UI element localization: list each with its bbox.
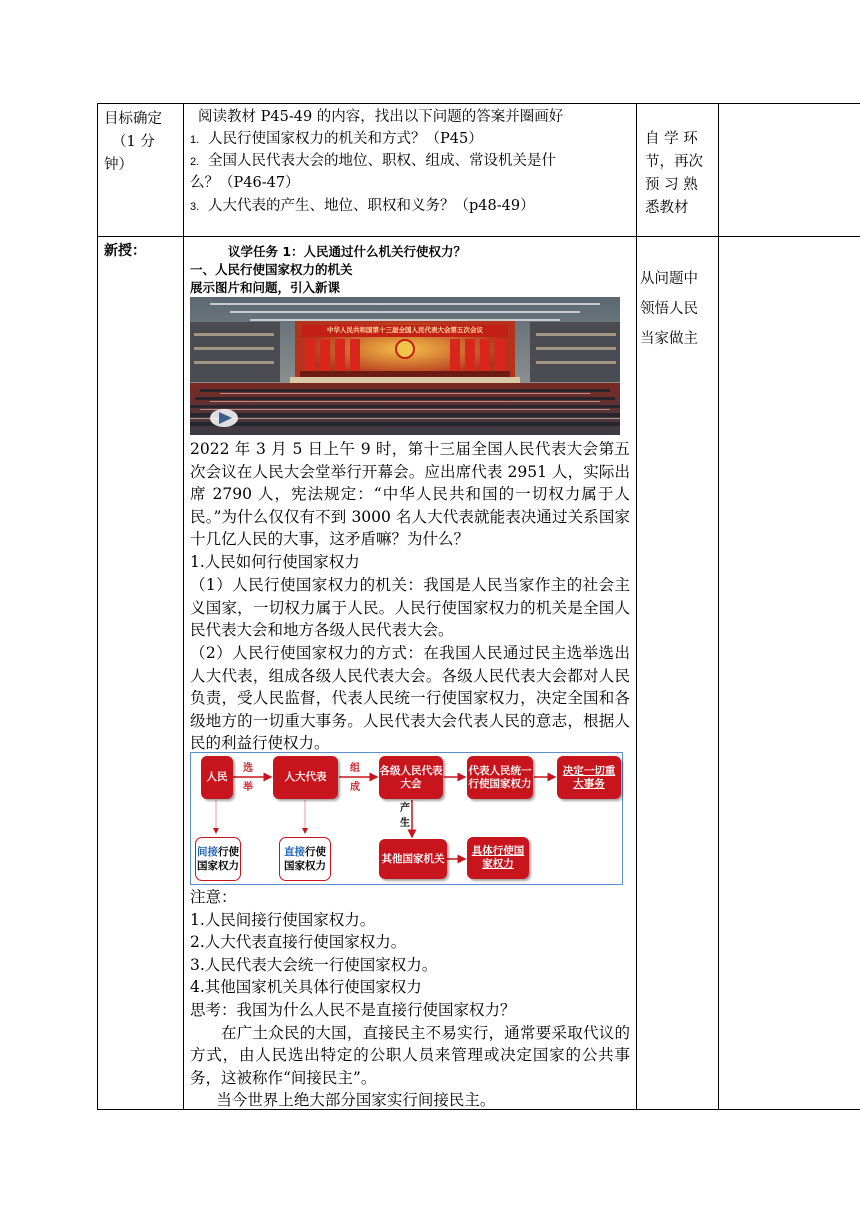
section-heading-text: 一、人民行使国家权力的机关 bbox=[190, 262, 353, 277]
goal-intro-text: 阅读教材 P45-49 的内容，找出以下问题的答案并圈画好 bbox=[198, 109, 564, 125]
goal-note-line4: 悉教材 bbox=[645, 200, 689, 216]
new-lesson-label-text: 新授： bbox=[104, 243, 146, 259]
box-specific-line2: 家权力 bbox=[482, 858, 514, 870]
box-indirect-emph: 间接 bbox=[197, 846, 218, 858]
label-form-1: 组 bbox=[350, 763, 360, 774]
box-other-organs bbox=[379, 839, 447, 879]
think-question: 思考：我国为什么人民不是直接行使国家权力？ bbox=[190, 1000, 516, 1019]
box-unified bbox=[467, 756, 533, 799]
power-flow-diagram bbox=[190, 752, 623, 885]
label-elect bbox=[242, 763, 254, 793]
question-2-text-b: 么？（P46-47） bbox=[190, 175, 300, 191]
question-3 bbox=[190, 196, 630, 218]
notes-block bbox=[190, 886, 630, 1112]
box-unified-line2: 行使国家权力 bbox=[468, 777, 532, 790]
note-item-3: 3.人民代表大会统一行使国家权力。 bbox=[190, 955, 438, 974]
goal-label bbox=[104, 108, 178, 177]
organ-paragraph-text: （1）人民行使国家权力的机关：我国是人民当家作主的社会主义国家，一切权力属于人民。人民行使国家权力的机关是全国人民代表大会和地方各级人民代表大会。 bbox=[190, 576, 630, 640]
table-border-left bbox=[97, 103, 98, 1110]
note-item-4: 4.其他国家机关具体行使国家权力 bbox=[190, 978, 422, 997]
table-col-divider-1 bbox=[183, 103, 184, 1110]
question-2-cont bbox=[190, 173, 630, 194]
box-direct-emph: 直接 bbox=[284, 846, 305, 858]
table-border-top bbox=[97, 103, 860, 104]
play-icon bbox=[210, 409, 238, 427]
lesson-note-line3: 当家做主 bbox=[640, 331, 698, 347]
goal-label-line1: 目标确定 bbox=[104, 111, 162, 127]
goal-note-line2: 节，再次 bbox=[645, 154, 703, 170]
think-answer: 在广土众民的大国，直接民主不易实行，通常要采取代议的方式，由人民选出特定的公职人员来管理或决定国家的公共事务，这被称作“间接民主”。 bbox=[190, 1023, 630, 1087]
how-heading-text: 1.人民如何行使国家权力 bbox=[190, 553, 360, 571]
box-decide-line2: 大事务 bbox=[573, 777, 605, 790]
lesson-note-line2: 领悟人民 bbox=[640, 301, 698, 317]
congress-hall-photo bbox=[190, 297, 620, 435]
event-paragraph-text: 2022 年 3 月 5 日上午 9 时，第十三届全国人民代表大会第五次会议在人民大会堂举行开幕会。应出席代表 2951 人，实际出席 2790 人，宪法规定：“中华人民共和国的一切权力属于人民。”为什么仅仅有不到 3000 名人大代表就能表决通过关系国家十几亿人民的大事，这矛盾嘛？为什么？ bbox=[190, 440, 630, 549]
table-col-divider-3 bbox=[718, 103, 719, 1110]
box-deputies bbox=[273, 756, 338, 799]
box-congress bbox=[379, 756, 443, 799]
question-3-number: 3. bbox=[190, 201, 200, 213]
box-specific-line1: 具体行使国 bbox=[471, 845, 525, 857]
question-1-text: 人民行使国家权力的机关和方式？（P45） bbox=[208, 131, 483, 147]
label-form bbox=[349, 763, 361, 793]
box-congress-line1: 各级人民代表 bbox=[379, 764, 443, 777]
box-indirect bbox=[195, 837, 241, 881]
table-row-divider bbox=[97, 236, 860, 237]
question-3-text: 人大代表的产生、地位、职权和义务？（p48-49） bbox=[208, 198, 535, 214]
label-produce-2: 生 bbox=[400, 818, 410, 829]
goal-label-line3: 钟） bbox=[104, 157, 133, 173]
how-heading bbox=[190, 551, 630, 574]
intro-line-text: 展示图片和问题，引入新课 bbox=[190, 280, 341, 295]
box-congress-line2: 大会 bbox=[400, 777, 422, 790]
goal-intro bbox=[198, 107, 638, 128]
box-indirect-line2: 国家权力 bbox=[197, 860, 239, 872]
goal-label-line2: （1 分 bbox=[112, 134, 155, 150]
box-direct-line1 bbox=[284, 845, 326, 859]
question-2-text-a: 全国人民代表大会的地位、职权、组成、常设机关是什 bbox=[208, 153, 556, 169]
new-lesson-label bbox=[104, 241, 178, 262]
box-specific bbox=[467, 837, 529, 879]
goal-note bbox=[645, 128, 719, 220]
box-direct-line2: 国家权力 bbox=[284, 860, 326, 872]
label-elect-1: 选 bbox=[243, 763, 253, 774]
label-elect-2: 举 bbox=[243, 782, 253, 793]
label-produce bbox=[399, 803, 411, 829]
box-indirect-rest: 行使 bbox=[218, 846, 239, 858]
question-1 bbox=[190, 129, 630, 151]
question-2 bbox=[190, 151, 630, 173]
method-paragraph bbox=[190, 642, 630, 755]
congress-hall-illustration bbox=[190, 297, 620, 435]
photo-banner-text: 中华人民共和国第十三届全国人民代表大会第五次会议 bbox=[327, 326, 483, 334]
lesson-note-line1: 从问题中 bbox=[640, 271, 698, 287]
lesson-note bbox=[640, 264, 714, 354]
intro-line bbox=[190, 277, 630, 298]
box-unified-line1: 代表人民统一 bbox=[468, 764, 532, 777]
question-2-number: 2. bbox=[190, 156, 200, 168]
box-people bbox=[201, 756, 233, 799]
goal-note-line3: 预 习 熟 bbox=[645, 177, 698, 193]
method-paragraph-text: （2）人民行使国家权力的方式：在我国人民通过民主选举选出人大代表，组成各级人民代表大会。各级人民代表大会都对人民负责，受人民监督，代表人民统一行使国家权力，决定全国和各级地方的一切重大事务。人民代表大会代表人民的意志，根据人民的利益行使权力。 bbox=[190, 644, 630, 753]
goal-note-line1: 自 学 环 bbox=[645, 131, 698, 147]
box-other-organs-label: 其他国家机关 bbox=[381, 852, 445, 865]
box-decide-line1: 决定一切重 bbox=[562, 764, 616, 777]
label-produce-1: 产 bbox=[400, 803, 410, 814]
label-form-2: 成 bbox=[350, 782, 360, 793]
event-paragraph bbox=[190, 438, 630, 551]
note-item-2: 2.人大代表直接行使国家权力。 bbox=[190, 933, 407, 952]
closing-line: 当今世界上绝大部分国家实行间接民主。 bbox=[216, 1091, 496, 1110]
box-decide bbox=[557, 756, 621, 799]
box-indirect-line1 bbox=[197, 845, 239, 859]
question-1-number: 1. bbox=[190, 134, 200, 146]
note-item-1: 1.人民间接行使国家权力。 bbox=[190, 910, 376, 929]
organ-paragraph bbox=[190, 574, 630, 642]
box-people-label: 人民 bbox=[206, 771, 228, 783]
notes-title: 注意： bbox=[190, 888, 237, 906]
box-direct-rest: 行使 bbox=[305, 846, 326, 858]
box-deputies-label: 人大代表 bbox=[284, 771, 327, 783]
task-title-text: 议学任务 1：人民通过什么机关行使权力？ bbox=[228, 244, 467, 259]
box-direct bbox=[279, 837, 331, 881]
